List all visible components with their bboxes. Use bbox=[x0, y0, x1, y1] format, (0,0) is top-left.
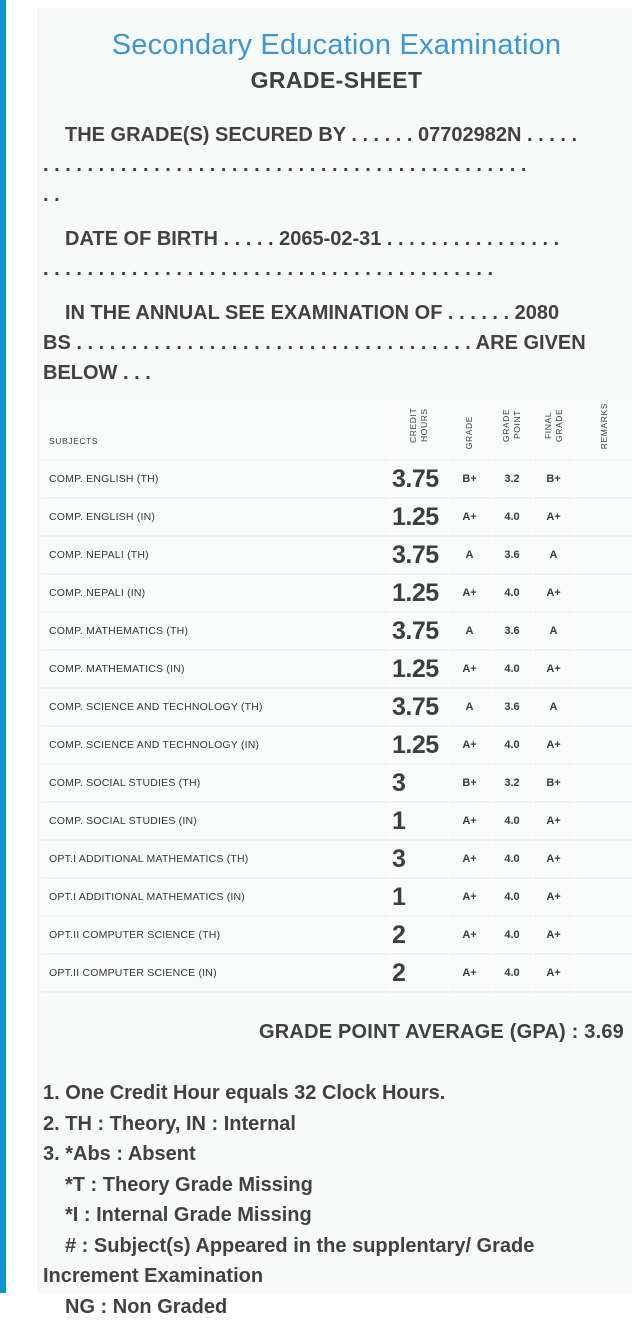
left-accent-strip bbox=[0, 0, 6, 1293]
subject-cell: COMP. SOCIAL STUDIES (TH) bbox=[41, 765, 391, 803]
col-header-subjects: SUBJECTS bbox=[41, 400, 391, 461]
col-header-final-grade bbox=[534, 400, 575, 461]
table-header-row bbox=[41, 400, 632, 461]
credit-hours-cell: 1.25 bbox=[391, 575, 449, 613]
subject-cell: OPT.I ADDITIONAL MATHEMATICS (TH) bbox=[41, 841, 391, 879]
credit-hours-cell: 3.75 bbox=[391, 689, 449, 727]
remarks-cell bbox=[575, 651, 632, 689]
grade-point-cell: 4.0 bbox=[492, 651, 534, 689]
grades-table bbox=[41, 400, 632, 993]
final-grade-cell: A+ bbox=[534, 499, 575, 537]
subject-cell: COMP. ENGLISH (IN) bbox=[41, 499, 391, 537]
grade-point-cell: 4.0 bbox=[492, 841, 534, 879]
table-row bbox=[41, 461, 632, 499]
grade-cell: A+ bbox=[449, 841, 492, 879]
grade-cell: A+ bbox=[449, 575, 492, 613]
note-abs: 3. *Abs : Absent bbox=[43, 1139, 628, 1170]
grade-point-cell: 4.0 bbox=[492, 917, 534, 955]
credit-hours-cell: 3 bbox=[391, 841, 449, 879]
secured-by-line-2: . . . . . . . . . . . . . . . . . . . . . . . . . . . . . . . . . . . . . . . . . . . . bbox=[43, 150, 630, 180]
remarks-cell bbox=[575, 917, 632, 955]
final-grade-cell: A bbox=[534, 613, 575, 651]
remarks-cell bbox=[575, 461, 632, 499]
examination-line-3: BELOW . . . bbox=[43, 358, 630, 388]
remarks-cell bbox=[575, 765, 632, 803]
grade-cell: B+ bbox=[449, 765, 492, 803]
col-header-remarks bbox=[575, 400, 632, 461]
grade-sheet-card bbox=[38, 8, 632, 1293]
col-header-credit-hours bbox=[391, 400, 449, 461]
page-title: Secondary Education Examination bbox=[41, 28, 632, 62]
final-grade-cell: A+ bbox=[534, 575, 575, 613]
grade-point-cell: 3.6 bbox=[492, 537, 534, 575]
note-non-graded: NG : Non Graded bbox=[43, 1292, 628, 1322]
table-row bbox=[41, 841, 632, 879]
examination-paragraph bbox=[43, 298, 630, 388]
credit-hours-cell: 2 bbox=[391, 917, 449, 955]
table-row bbox=[41, 917, 632, 955]
grade-point-cell: 3.2 bbox=[492, 765, 534, 803]
remarks-cell bbox=[575, 613, 632, 651]
subject-cell: COMP. SCIENCE AND TECHNOLOGY (TH) bbox=[41, 689, 391, 727]
credit-hours-cell: 1.25 bbox=[391, 727, 449, 765]
credit-hours-cell: 3.75 bbox=[391, 613, 449, 651]
note-internal-grade-missing: *I : Internal Grade Missing bbox=[43, 1200, 628, 1231]
page-subtitle: GRADE-SHEET bbox=[41, 66, 632, 94]
grade-cell: A bbox=[449, 689, 492, 727]
remarks-cell bbox=[575, 499, 632, 537]
grade-cell: A bbox=[449, 613, 492, 651]
final-grade-cell: B+ bbox=[534, 765, 575, 803]
subject-cell: OPT.I ADDITIONAL MATHEMATICS (IN) bbox=[41, 879, 391, 917]
table-row bbox=[41, 651, 632, 689]
table-row bbox=[41, 955, 632, 993]
final-grade-cell: B+ bbox=[534, 461, 575, 499]
final-grade-cell: A+ bbox=[534, 917, 575, 955]
credit-hours-cell: 1 bbox=[391, 879, 449, 917]
remarks-cell bbox=[575, 689, 632, 727]
date-of-birth-paragraph bbox=[43, 224, 630, 284]
final-grade-cell: A+ bbox=[534, 841, 575, 879]
subject-cell: COMP. SCIENCE AND TECHNOLOGY (IN) bbox=[41, 727, 391, 765]
grade-cell: A+ bbox=[449, 955, 492, 993]
credit-hours-cell: 3 bbox=[391, 765, 449, 803]
gpa-line: GRADE POINT AVERAGE (GPA) : 3.69 bbox=[41, 1021, 632, 1044]
credit-hours-cell: 1 bbox=[391, 803, 449, 841]
grade-cell: A+ bbox=[449, 727, 492, 765]
remarks-cell bbox=[575, 803, 632, 841]
grade-cell: A+ bbox=[449, 803, 492, 841]
table-row bbox=[41, 499, 632, 537]
grade-point-cell: 3.2 bbox=[492, 461, 534, 499]
final-grade-cell: A+ bbox=[534, 803, 575, 841]
subject-cell: COMP. SOCIAL STUDIES (IN) bbox=[41, 803, 391, 841]
subject-cell: COMP. NEPALI (IN) bbox=[41, 575, 391, 613]
note-credit-hour: 1. One Credit Hour equals 32 Clock Hours. bbox=[43, 1078, 628, 1109]
final-grade-cell: A bbox=[534, 689, 575, 727]
grade-point-vertical-label: GRADE POINT bbox=[501, 401, 523, 449]
grade-cell: A bbox=[449, 537, 492, 575]
subject-cell: OPT.II COMPUTER SCIENCE (IN) bbox=[41, 955, 391, 993]
col-header-grade bbox=[449, 400, 492, 461]
note-theory-grade-missing: *T : Theory Grade Missing bbox=[43, 1170, 628, 1201]
remarks-cell bbox=[575, 575, 632, 613]
table-row bbox=[41, 613, 632, 651]
credit-hours-cell: 2 bbox=[391, 955, 449, 993]
secured-by-line-3: . . bbox=[43, 180, 630, 210]
grade-cell: B+ bbox=[449, 461, 492, 499]
table-row bbox=[41, 765, 632, 803]
credit-hours-cell: 1.25 bbox=[391, 499, 449, 537]
grade-point-cell: 4.0 bbox=[492, 955, 534, 993]
final-grade-cell: A+ bbox=[534, 727, 575, 765]
grade-cell: A+ bbox=[449, 879, 492, 917]
grade-vertical-label: GRADE bbox=[464, 416, 475, 449]
remarks-cell bbox=[575, 841, 632, 879]
grade-point-cell: 4.0 bbox=[492, 499, 534, 537]
final-grade-vertical-label: FINAL GRADE bbox=[543, 401, 565, 449]
table-row bbox=[41, 537, 632, 575]
grade-cell: A+ bbox=[449, 917, 492, 955]
table-row bbox=[41, 689, 632, 727]
remarks-cell bbox=[575, 537, 632, 575]
grade-point-cell: 4.0 bbox=[492, 727, 534, 765]
secured-by-paragraph bbox=[43, 120, 630, 210]
table-row bbox=[41, 879, 632, 917]
subject-cell: COMP. ENGLISH (TH) bbox=[41, 461, 391, 499]
note-supplementary-exam: # : Subject(s) Appeared in the supplentary/ Grade Increment Examination bbox=[43, 1231, 628, 1292]
grade-point-cell: 3.6 bbox=[492, 613, 534, 651]
credit-hours-cell: 1.25 bbox=[391, 651, 449, 689]
subject-cell: COMP. MATHEMATICS (TH) bbox=[41, 613, 391, 651]
table-row bbox=[41, 803, 632, 841]
final-grade-cell: A+ bbox=[534, 879, 575, 917]
remarks-cell bbox=[575, 879, 632, 917]
grade-point-cell: 4.0 bbox=[492, 575, 534, 613]
remarks-cell bbox=[575, 955, 632, 993]
col-header-grade-point bbox=[492, 400, 534, 461]
table-row bbox=[41, 727, 632, 765]
secured-by-line-1: THE GRADE(S) SECURED BY . . . . . . 07702982N . . . . . bbox=[43, 120, 630, 150]
examination-line-1: IN THE ANNUAL SEE EXAMINATION OF . . . . . . 2080 bbox=[43, 298, 630, 328]
credit-hours-cell: 3.75 bbox=[391, 461, 449, 499]
notes-section bbox=[43, 1078, 628, 1322]
final-grade-cell: A+ bbox=[534, 651, 575, 689]
grade-cell: A+ bbox=[449, 651, 492, 689]
final-grade-cell: A+ bbox=[534, 955, 575, 993]
date-of-birth-line-2: . . . . . . . . . . . . . . . . . . . . . . . . . . . . . . . . . . . . . . . . . bbox=[43, 254, 630, 284]
grade-point-cell: 4.0 bbox=[492, 879, 534, 917]
subject-cell: COMP. NEPALI (TH) bbox=[41, 537, 391, 575]
final-grade-cell: A bbox=[534, 537, 575, 575]
remarks-vertical-label: REMARKS bbox=[599, 403, 610, 449]
grade-cell: A+ bbox=[449, 499, 492, 537]
date-of-birth-line-1: DATE OF BIRTH . . . . . 2065-02-31 . . . . . . . . . . . . . . . . bbox=[43, 224, 630, 254]
examination-line-2: BS . . . . . . . . . . . . . . . . . . . . . . . . . . . . . . . . . . . . ARE GIVEN bbox=[43, 328, 630, 358]
note-th-in: 2. TH : Theory, IN : Internal bbox=[43, 1109, 628, 1140]
credit-hours-vertical-label: CREDIT HOURS bbox=[408, 401, 430, 449]
table-row bbox=[41, 575, 632, 613]
grade-point-cell: 3.6 bbox=[492, 689, 534, 727]
grade-point-cell: 4.0 bbox=[492, 803, 534, 841]
subject-cell: COMP. MATHEMATICS (IN) bbox=[41, 651, 391, 689]
credit-hours-cell: 3.75 bbox=[391, 537, 449, 575]
remarks-cell bbox=[575, 727, 632, 765]
subject-cell: OPT.II COMPUTER SCIENCE (TH) bbox=[41, 917, 391, 955]
